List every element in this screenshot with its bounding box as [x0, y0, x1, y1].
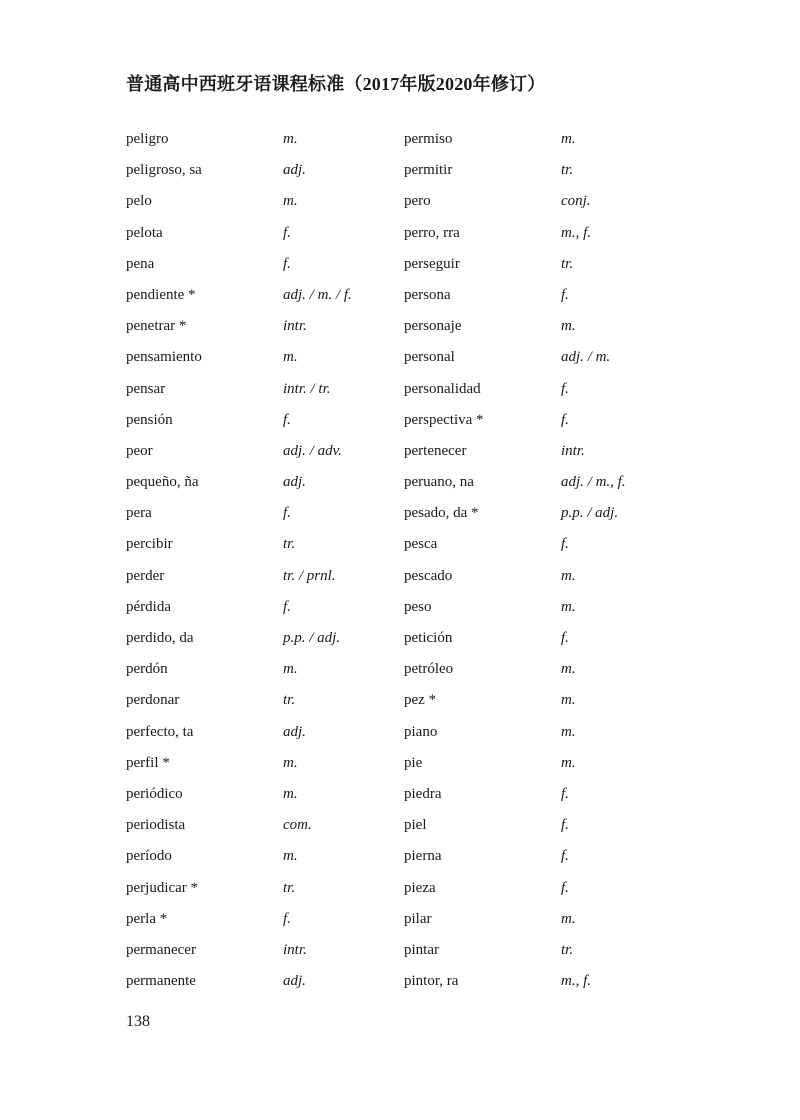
part-of-speech: f. [561, 411, 569, 428]
part-of-speech: f. [561, 380, 569, 397]
part-of-speech: f. [283, 505, 291, 522]
part-of-speech: adj. / m. / f. [283, 286, 352, 303]
vocabulary-term: personaje [404, 318, 462, 335]
part-of-speech: adj. / m., f. [561, 474, 626, 491]
vocabulary-term: perla * [126, 910, 168, 927]
vocabulary-term: pesca [404, 536, 438, 553]
vocabulary-term: pieza [404, 879, 436, 896]
vocabulary-term: perdonar [126, 692, 180, 709]
part-of-speech: m. [283, 785, 298, 802]
part-of-speech: intr. / tr. [283, 380, 331, 397]
vocabulary-term: pescado [404, 567, 453, 584]
part-of-speech: m., f. [561, 224, 591, 241]
part-of-speech: m. [561, 131, 576, 147]
part-of-speech: m. [283, 754, 298, 771]
vocabulary-term: pez * [404, 692, 437, 709]
part-of-speech: f. [561, 848, 569, 865]
vocabulary-term: pintar [404, 941, 439, 958]
part-of-speech: adj. / m. [561, 349, 611, 366]
part-of-speech: tr. [561, 162, 574, 179]
vocabulary-term: permanecer [126, 941, 196, 958]
vocabulary-term: pertenecer [404, 442, 467, 459]
part-of-speech: m., f. [561, 973, 591, 990]
vocabulary-term: perspectiva * [404, 411, 484, 428]
part-of-speech: p.p. / adj. [283, 630, 341, 646]
vocabulary-term: piedra [404, 785, 442, 802]
part-of-speech: intr. [561, 442, 585, 459]
vocabulary-term: petróleo [404, 661, 454, 678]
part-of-speech: m. [561, 598, 576, 615]
vocabulary-term: pero [404, 193, 431, 210]
part-of-speech: f. [561, 785, 569, 802]
vocabulary-term: período [126, 848, 172, 865]
part-of-speech: m. [283, 193, 298, 210]
vocabulary-term: perdón [126, 661, 168, 678]
vocabulary-term: personal [404, 349, 455, 366]
part-of-speech: m. [561, 754, 576, 771]
vocabulary-term: perro, rra [404, 224, 460, 241]
part-of-speech: m. [283, 131, 298, 147]
vocabulary-term: pensar [126, 380, 166, 397]
part-of-speech: adj. [283, 474, 306, 491]
vocabulary-term: pintor, ra [404, 973, 459, 990]
part-of-speech: adj. / adv. [283, 442, 342, 459]
vocabulary-term: piel [404, 817, 427, 834]
vocabulary-term: pera [126, 505, 152, 522]
part-of-speech: f. [283, 224, 291, 241]
part-of-speech: f. [283, 411, 291, 428]
part-of-speech: intr. [283, 941, 307, 958]
part-of-speech: adj. [283, 973, 306, 990]
part-of-speech: m. [561, 661, 576, 678]
vocabulary-term: permanente [126, 973, 196, 990]
vocabulary-term: pierna [404, 848, 442, 865]
vocabulary-term: pelo [126, 193, 152, 210]
vocabulary-term: perfecto, ta [126, 723, 194, 740]
vocabulary-term: peso [404, 598, 432, 615]
vocabulary-term: pena [126, 255, 155, 272]
vocabulary-term: percibir [126, 536, 173, 553]
part-of-speech: adj. [283, 162, 306, 179]
part-of-speech: tr. [283, 536, 296, 553]
vocabulary-term: petición [404, 630, 453, 646]
vocabulary-term: permitir [404, 162, 453, 179]
part-of-speech: m. [283, 848, 298, 865]
page-header-title: 普通高中西班牙语课程标准（2017年版2020年修订） [126, 74, 546, 94]
vocabulary-term: pilar [404, 910, 432, 927]
vocabulary-term: peor [126, 442, 153, 459]
vocabulary-term: permiso [404, 131, 453, 147]
vocabulary-term: personalidad [404, 380, 481, 397]
vocabulary-term: pendiente * [126, 286, 196, 303]
vocabulary-term: periódico [126, 785, 183, 802]
part-of-speech: m. [283, 349, 298, 366]
part-of-speech: m. [561, 723, 576, 740]
vocabulary-term: pie [404, 754, 423, 771]
part-of-speech: m. [561, 692, 576, 709]
vocabulary-term: penetrar * [126, 318, 187, 335]
part-of-speech: f. [561, 536, 569, 553]
vocabulary-term: pequeño, ña [126, 474, 199, 491]
vocabulary-term: piano [404, 723, 438, 740]
part-of-speech: conj. [561, 193, 591, 210]
part-of-speech: m. [561, 318, 576, 335]
part-of-speech: m. [561, 567, 576, 584]
part-of-speech: f. [561, 286, 569, 303]
vocabulary-term: perfil * [126, 754, 170, 771]
vocabulary-term: peligroso, sa [126, 162, 202, 179]
part-of-speech: adj. [283, 723, 306, 740]
vocabulary-term: peligro [126, 131, 169, 147]
part-of-speech: tr. [283, 879, 296, 896]
vocabulary-term: pensamiento [126, 349, 202, 366]
part-of-speech: f. [283, 598, 291, 615]
vocabulary-term: pérdida [126, 598, 171, 615]
part-of-speech: p.p. / adj. [561, 505, 619, 522]
vocabulary-term: persona [404, 286, 451, 303]
vocabulary-term: periodista [126, 817, 186, 834]
vocabulary-term: perder [126, 567, 165, 584]
part-of-speech: f. [561, 630, 569, 646]
part-of-speech: f. [283, 255, 291, 272]
part-of-speech: m. [283, 661, 298, 678]
part-of-speech: tr. [561, 255, 574, 272]
vocabulary-term: pensión [126, 411, 173, 428]
vocabulary-term: peruano, na [404, 474, 474, 491]
part-of-speech: tr. / prnl. [283, 567, 336, 584]
part-of-speech: tr. [283, 692, 296, 709]
part-of-speech: f. [283, 910, 291, 927]
vocabulary-term: perdido, da [126, 630, 194, 646]
part-of-speech: tr. [561, 941, 574, 958]
vocabulary-term: pesado, da * [404, 505, 479, 522]
vocabulary-term: pelota [126, 224, 163, 241]
part-of-speech: intr. [283, 318, 307, 335]
part-of-speech: com. [283, 817, 312, 834]
vocabulary-term: perseguir [404, 255, 460, 272]
part-of-speech: f. [561, 817, 569, 834]
page-number: 138 [126, 1013, 150, 1030]
vocabulary-term: perjudicar * [126, 879, 199, 896]
part-of-speech: f. [561, 879, 569, 896]
part-of-speech: m. [561, 910, 576, 927]
